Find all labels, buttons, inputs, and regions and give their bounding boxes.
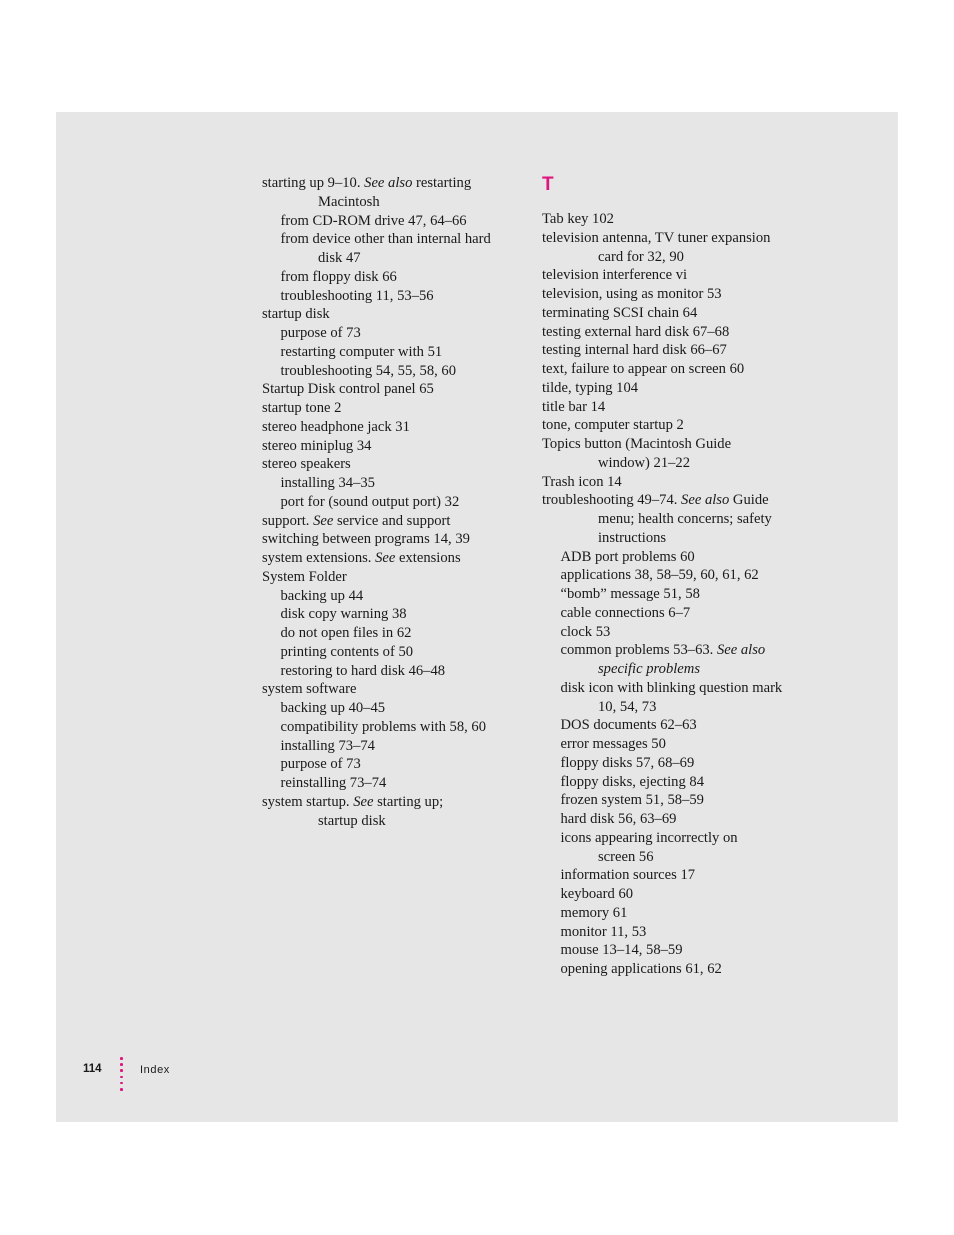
index-entry-text: text, failure to appear on screen 60: [542, 361, 745, 377]
index-entry-text: terminating SCSI chain 64: [542, 304, 698, 321]
index-entry: [262, 324, 524, 343]
index-entry: [542, 585, 842, 604]
index-entry-text: hard disk 56, 63–69: [560, 811, 677, 827]
index-entry: [542, 791, 842, 810]
index-entry-text: television interference vi: [542, 267, 688, 284]
footer-section-label: Index: [140, 1064, 170, 1076]
index-entry: [262, 174, 524, 193]
index-entry: [542, 885, 842, 904]
index-entry-text: system extensions.: [262, 550, 376, 566]
index-entry: [542, 285, 842, 304]
index-entry: [542, 829, 842, 848]
index-entry: [262, 343, 524, 362]
index-entry: [262, 549, 524, 568]
index-entry-text: screen 56: [598, 848, 654, 865]
index-entry: [542, 660, 842, 679]
index-entry-see-text: See also: [716, 642, 766, 659]
index-entries-t: [542, 210, 842, 979]
index-entry-see-text: See: [353, 793, 374, 810]
index-entry-text: disk icon with blinking question mark: [560, 679, 783, 696]
index-entry-text: television, using as monitor 53: [542, 286, 722, 302]
index-entry: [262, 399, 524, 418]
index-entry: [542, 548, 842, 567]
index-entry-text: compatibility problems with 58, 60: [280, 718, 487, 735]
index-entry: [262, 624, 524, 643]
index-entry: [542, 904, 842, 923]
index-entry: [262, 755, 524, 774]
index-entry: [262, 493, 524, 512]
index-entry-text: “bomb” message 51, 58: [560, 586, 700, 602]
index-entry-text: purpose of 73: [280, 325, 361, 341]
index-entry: [262, 680, 524, 699]
footer-dots-divider: [120, 1057, 124, 1097]
index-entry-text: purpose of 73: [280, 756, 361, 773]
index-entry: [542, 416, 842, 435]
index-entry: [542, 210, 842, 229]
index-entry: [542, 454, 842, 473]
index-entry: [262, 643, 524, 662]
index-column-right: [542, 174, 842, 979]
index-entry-text: support.: [262, 512, 314, 529]
index-entry: [262, 249, 524, 268]
index-entry-text: disk copy warning 38: [280, 606, 407, 623]
index-entry: [542, 341, 842, 360]
page-number: 114: [83, 1063, 102, 1075]
index-entry-see-text: See: [375, 550, 396, 566]
index-entry-text: ADB port problems 60: [560, 548, 695, 565]
index-entry-text: Topics button (Macintosh Guide: [542, 436, 732, 452]
index-entry: [542, 735, 842, 754]
index-entry: [262, 512, 524, 531]
index-entry: [542, 754, 842, 773]
index-entry-text: startup tone 2: [262, 400, 342, 416]
index-entry-text: printing contents of 50: [280, 643, 414, 660]
index-entry-text: frozen system 51, 58–59: [560, 792, 704, 809]
index-entry-text: backing up 40–45: [280, 700, 386, 716]
index-entry-text: starting up;: [373, 793, 444, 810]
index-entry: [542, 604, 842, 623]
index-entry: [262, 812, 524, 831]
index-entry: [542, 810, 842, 829]
index-entry-see-text: See also: [681, 492, 730, 509]
index-entry: [262, 380, 524, 399]
index-entry: [542, 923, 842, 942]
index-entry: [542, 360, 842, 379]
index-entry-text: troubleshooting 49–74.: [542, 492, 682, 509]
index-entry-text: reinstalling 73–74: [280, 775, 387, 791]
index-entry: [262, 455, 524, 474]
index-entry: [542, 773, 842, 792]
index-entry: [262, 212, 524, 231]
index-entry: [262, 662, 524, 681]
index-entry-text: monitor 11, 53: [560, 923, 647, 940]
index-entry: [262, 193, 524, 212]
index-entry: [262, 305, 524, 324]
index-entry-text: tilde, typing 104: [542, 379, 639, 396]
index-entry-see-text: See: [313, 512, 334, 529]
index-entry-text: mouse 13–14, 58–59: [560, 942, 683, 959]
index-entry-text: instructions: [598, 529, 667, 546]
index-entry-see-text: See also: [364, 175, 413, 191]
index-entry-text: disk 47: [318, 250, 361, 266]
index-entry: [542, 379, 842, 398]
index-entry: [542, 679, 842, 698]
index-entry-text: stereo headphone jack 31: [262, 418, 410, 435]
index-entry-text: backing up 44: [280, 587, 364, 604]
index-entry: [542, 623, 842, 642]
index-entry-text: memory 61: [560, 904, 628, 921]
index-entry: [542, 941, 842, 960]
index-entry-see-text: specific problems: [598, 661, 700, 677]
index-entry-text: switching between programs 14, 39: [262, 531, 470, 548]
index-entry-text: port for (sound output port) 32: [280, 493, 460, 510]
index-entry-text: restarting computer with 51: [280, 343, 443, 360]
index-entry: [542, 323, 842, 342]
index-entry: [262, 718, 524, 737]
index-entry-text: Guide: [729, 492, 769, 509]
index-entry: [262, 362, 524, 381]
index-entry-text: error messages 50: [560, 736, 666, 752]
index-entry: [262, 793, 524, 812]
index-entry-text: stereo miniplug 34: [262, 437, 372, 454]
index-entry: [262, 268, 524, 287]
index-entry: [262, 287, 524, 306]
index-entry-text: from floppy disk 66: [280, 268, 397, 285]
index-entry-text: window) 21–22: [598, 454, 691, 471]
index-entry-text: installing 34–35: [280, 475, 375, 491]
index-entry: [542, 641, 842, 660]
index-entry: [542, 529, 842, 548]
index-entry-text: System Folder: [262, 568, 347, 585]
index-entry-text: floppy disks, ejecting 84: [560, 773, 704, 790]
index-entry-text: restarting: [412, 175, 472, 191]
index-entry: [542, 229, 842, 248]
index-entry-text: service and support: [333, 512, 451, 529]
index-entry-text: startup disk: [318, 812, 386, 829]
index-entry-text: clock 53: [560, 623, 611, 640]
index-entry: [542, 435, 842, 454]
index-entry-text: do not open files in 62: [280, 625, 412, 641]
index-entry: [262, 437, 524, 456]
index-entry-text: Macintosh: [318, 193, 380, 210]
index-entry-text: restoring to hard disk 46–48: [280, 662, 446, 679]
index-entry: [262, 418, 524, 437]
index-entry-text: testing internal hard disk 66–67: [542, 342, 727, 359]
index-entry-text: 10, 54, 73: [598, 698, 657, 715]
index-entry-text: stereo speakers: [262, 456, 351, 473]
index-entry-text: keyboard 60: [560, 886, 634, 902]
index-entry-text: card for 32, 90: [598, 248, 684, 265]
index-entry-text: cable connections 6–7: [560, 604, 691, 621]
index-entry-text: common problems 53–63.: [560, 642, 717, 659]
index-entry: [542, 398, 842, 417]
index-entry-text: system startup.: [262, 793, 354, 810]
index-entry: [542, 248, 842, 267]
index-entry: [262, 605, 524, 624]
index-entry-text: title bar 14: [542, 398, 606, 415]
index-entry-text: extensions: [395, 550, 461, 566]
index-entry-text: system software: [262, 681, 357, 698]
index-entry-text: television antenna, TV tuner expansion: [542, 229, 771, 246]
index-entry-text: troubleshooting 54, 55, 58, 60: [280, 362, 457, 379]
index-entry-text: startup disk: [262, 306, 330, 323]
index-entry-text: information sources 17: [560, 867, 696, 884]
index-entry: [542, 698, 842, 717]
index-entry: [262, 699, 524, 718]
index-entry: [262, 587, 524, 606]
index-entry-text: opening applications 61, 62: [560, 961, 722, 977]
index-entry-text: Trash icon 14: [542, 473, 622, 490]
index-entry: [542, 266, 842, 285]
index-entry-text: DOS documents 62–63: [560, 717, 697, 734]
index-entry-text: floppy disks 57, 68–69: [560, 754, 695, 771]
index-entry: [542, 716, 842, 735]
index-entry-text: Tab key 102: [542, 211, 614, 227]
index-entry: [262, 530, 524, 549]
index-entry: [262, 230, 524, 249]
index-entry-text: Startup Disk control panel 65: [262, 381, 434, 398]
section-letter: T: [542, 174, 554, 195]
index-entry-text: from CD-ROM drive 47, 64–66: [280, 212, 467, 229]
index-entry: [262, 774, 524, 793]
index-entry: [262, 568, 524, 587]
index-column-left: [262, 174, 524, 830]
index-entry: [542, 848, 842, 867]
index-entry: [262, 474, 524, 493]
index-entry-text: tone, computer startup 2: [542, 417, 684, 434]
index-entry-text: menu; health concerns; safety: [598, 511, 772, 527]
index-entry-text: from device other than internal hard: [280, 231, 491, 248]
index-entry: [542, 566, 842, 585]
index-entry: [542, 866, 842, 885]
index-entry: [542, 510, 842, 529]
index-entry: [542, 304, 842, 323]
index-entry-text: troubleshooting 11, 53–56: [280, 287, 434, 304]
index-entry-text: starting up 9–10.: [262, 175, 365, 191]
index-entry-text: applications 38, 58–59, 60, 61, 62: [560, 567, 759, 584]
index-entry: [542, 491, 842, 510]
index-entry: [262, 737, 524, 756]
index-entry: [542, 960, 842, 979]
index-entry-text: installing 73–74: [280, 737, 375, 754]
index-entry-text: testing external hard disk 67–68: [542, 323, 730, 340]
index-entry: [542, 473, 842, 492]
index-entry-text: icons appearing incorrectly on: [560, 829, 738, 846]
